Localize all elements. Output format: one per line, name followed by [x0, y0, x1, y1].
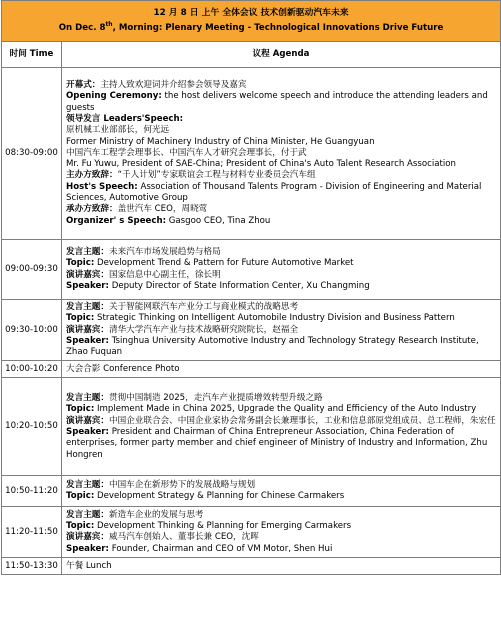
agenda-line: [66, 114, 497, 125]
agenda-line: [66, 247, 497, 258]
agenda-line-text: Gasgoo CEO, Tina Zhou: [166, 215, 271, 226]
agenda-line: [66, 281, 497, 292]
banner-title-en-date: On Dec. 8: [58, 22, 106, 33]
agenda-line: [66, 258, 497, 269]
agenda-line: [66, 532, 497, 543]
table-row: [2, 68, 501, 240]
table-row: [2, 361, 501, 378]
agenda-line-text: 清华大学汽车产业与技术战略研究院院长，赵福全: [108, 324, 299, 335]
row-time: 10:00-10:20: [2, 361, 62, 378]
agenda-line: [66, 364, 497, 375]
agenda-line-label: 演讲嘉宾：: [66, 324, 109, 335]
table-row: [2, 476, 501, 507]
header-time: 时间 Time: [2, 42, 62, 68]
agenda-line-label: 承办方致辞：: [66, 204, 118, 215]
agenda-line: [66, 336, 497, 359]
agenda-line-text: Mr. Fu Yuwu, President of SAE-China; President of China's Auto Talent Research Association: [66, 159, 456, 170]
agenda-line-label: Topic:: [66, 521, 95, 532]
agenda-line-label: 发言主题：: [66, 393, 109, 404]
agenda-line-label: 发言主题：: [66, 509, 109, 520]
session-banner: [2, 1, 501, 42]
row-time: 11:50-13:30: [2, 558, 62, 575]
row-time: 10:20-10:50: [2, 378, 62, 476]
agenda-line: [66, 125, 497, 136]
agenda-line: [66, 416, 497, 427]
table-row: [2, 507, 501, 558]
row-agenda: [62, 361, 501, 378]
agenda-line-label: 主办方致辞：: [66, 170, 118, 181]
agenda-line-label: Speaker:: [66, 543, 109, 554]
agenda-line: [66, 510, 497, 521]
agenda-line: [66, 325, 497, 336]
row-agenda: [62, 300, 501, 361]
agenda-table: [1, 0, 501, 575]
agenda-line: [66, 404, 497, 415]
agenda-line-label: Host's Speech:: [66, 181, 138, 192]
agenda-line-text: 未来汽车市场发展趋势与格局: [108, 246, 221, 257]
agenda-line: [66, 216, 497, 227]
agenda-line-label: 演讲嘉宾：: [66, 415, 109, 426]
agenda-line-label: Speaker:: [66, 335, 109, 346]
table-header: [2, 42, 501, 68]
agenda-line-label: Speaker:: [66, 280, 109, 291]
agenda-line-text: Implement Made in China 2025, Upgrade the Quality and Efficiency of the Auto Industry: [94, 404, 477, 415]
agenda-line-label: 演讲嘉宾：: [66, 532, 109, 543]
agenda-line-label: 开幕式：: [66, 80, 101, 91]
banner-title-en-rest: , Morning: Plenary Meeting - Technological Innovations Drive Future: [112, 22, 444, 33]
row-agenda: [62, 476, 501, 507]
agenda-line-text: 盖世汽车 CEO，周晓莺: [117, 204, 208, 215]
row-agenda: [62, 558, 501, 575]
banner-title-en-sup: th: [105, 20, 113, 28]
session-banner-cell: [2, 1, 501, 42]
table-row: [2, 240, 501, 300]
agenda-line-label: 演讲嘉宾：: [66, 269, 109, 280]
banner-title-en: [6, 20, 496, 34]
row-time: 09:00-09:30: [2, 240, 62, 300]
agenda-line-text: 中国企业联合会、中国企业家协会常务副会长兼理事长，工业和信息部原党组成员、总工程师，朱宏任: [108, 415, 496, 426]
agenda-line-label: 发言主题：: [66, 246, 109, 257]
header-agenda: 议程 Agenda: [62, 42, 501, 68]
agenda-line: [66, 393, 497, 404]
agenda-line-text: 中国汽车工程学会理事长、中国汽车人才研究会理事长，付于武: [66, 147, 307, 158]
agenda-line-label: Opening Ceremony:: [66, 91, 162, 102]
agenda-line-label: Topic:: [66, 491, 95, 502]
agenda-line-text: 新造车企业的发展与思考: [108, 509, 204, 520]
row-agenda: [62, 378, 501, 476]
agenda-line-text: Development Thinking & Planning for Emerging Carmakers: [94, 521, 352, 532]
table-row: [2, 378, 501, 476]
agenda-line-label: 发言主题：: [66, 302, 109, 312]
agenda-line-text: 主持人致欢迎词并介绍参会领导及嘉宾: [100, 80, 247, 91]
agenda-line-text: Deputy Director of State Information Center, Xu Changming: [108, 280, 370, 291]
agenda-line-text: 中国车企在新形势下的发展战略与规划: [108, 480, 256, 491]
agenda-line-text: 大会合影 Conference Photo: [66, 363, 180, 374]
agenda-line-label: Speaker:: [66, 426, 109, 437]
table-row: [2, 300, 501, 361]
agenda-line: [66, 427, 497, 461]
agenda-line-label: Topic:: [66, 313, 95, 324]
row-time: 11:20-11:50: [2, 507, 62, 558]
banner-title-cn: 12 月 8 日 上午 全体会议 技术创新驱动汽车未来: [153, 8, 349, 19]
agenda-line-text: Association of Thousand Talents Program - Division of Engineering and Material Sciences, Automotive Group: [66, 181, 482, 204]
agenda-line-text: 午餐 Lunch: [66, 560, 112, 571]
agenda-line-text: 关于智能网联汽车产业分工与商业模式的战略思考: [108, 302, 299, 312]
agenda-line: [66, 521, 497, 532]
agenda-line-text: 国家信息中心副主任，徐长明: [108, 269, 221, 280]
agenda-line: [66, 80, 497, 91]
agenda-line: [66, 148, 497, 159]
agenda-line-text: Tsinghua University Automotive Industry and Technology Strategy Research Institute, Zhao Fuquan: [66, 335, 479, 358]
agenda-line-text: “千人计划”专家联谊会工程与材料专业委员会汽车组: [117, 170, 316, 181]
agenda-line-text: Former Ministry of Machinery Industry of China Minister, He Guangyuan: [66, 136, 375, 147]
agenda-line-text: Development Trend & Pattern for Future Automotive Market: [94, 258, 354, 269]
agenda-line: [66, 480, 497, 491]
agenda-line: [66, 561, 497, 572]
agenda-line: [66, 302, 497, 313]
agenda-line-text: the host delivers welcome speech and introduce the attending leaders and guests: [66, 91, 488, 113]
agenda-line: [66, 491, 497, 502]
agenda-line: [66, 91, 497, 114]
agenda-line-label: 发言主题：: [66, 480, 109, 491]
row-agenda: [62, 507, 501, 558]
agenda-rows: [2, 68, 501, 575]
row-agenda: [62, 240, 501, 300]
agenda-line-text: Strategic Thinking on Intelligent Automobile Industry Division and Business Pattern: [94, 313, 455, 324]
row-agenda: [62, 68, 501, 240]
agenda-line: [66, 204, 497, 215]
agenda-line: [66, 313, 497, 324]
row-time: 10:50-11:20: [2, 476, 62, 507]
agenda-line-text: President and Chairman of China Entrepreneur Association, China Federation of enterprises, former party member and chief engineer of Ministry of Industry and Information, Zhu Hongren: [66, 426, 488, 460]
agenda-line-text: Founder, Chairman and CEO of VM Motor, Shen Hui: [108, 543, 333, 554]
agenda-line-text: 贯彻中国制造 2025，走汽车产业提质增效转型升级之路: [108, 393, 323, 404]
row-time: 09:30-10:00: [2, 300, 62, 361]
agenda-line: [66, 182, 497, 205]
agenda-line-text: 原机械工业部部长，何光远: [66, 125, 170, 136]
agenda-line: [66, 159, 497, 170]
agenda-line-label: Topic:: [66, 404, 95, 415]
agenda-line-text: Development Strategy & Planning for Chinese Carmakers: [94, 491, 345, 502]
agenda-line-label: Organizer' s Speech:: [66, 215, 167, 226]
agenda-line: [66, 137, 497, 148]
agenda-line: [66, 170, 497, 181]
row-time: 08:30-09:00: [2, 68, 62, 240]
agenda-line-label: 领导发言 Leaders'Speech:: [66, 113, 184, 124]
agenda-line-text: 威马汽车创始人、董事长兼 CEO，沈晖: [108, 532, 259, 543]
table-row: [2, 558, 501, 575]
agenda-line-label: Topic:: [66, 258, 95, 269]
agenda-line: [66, 270, 497, 281]
agenda-line: [66, 544, 497, 555]
